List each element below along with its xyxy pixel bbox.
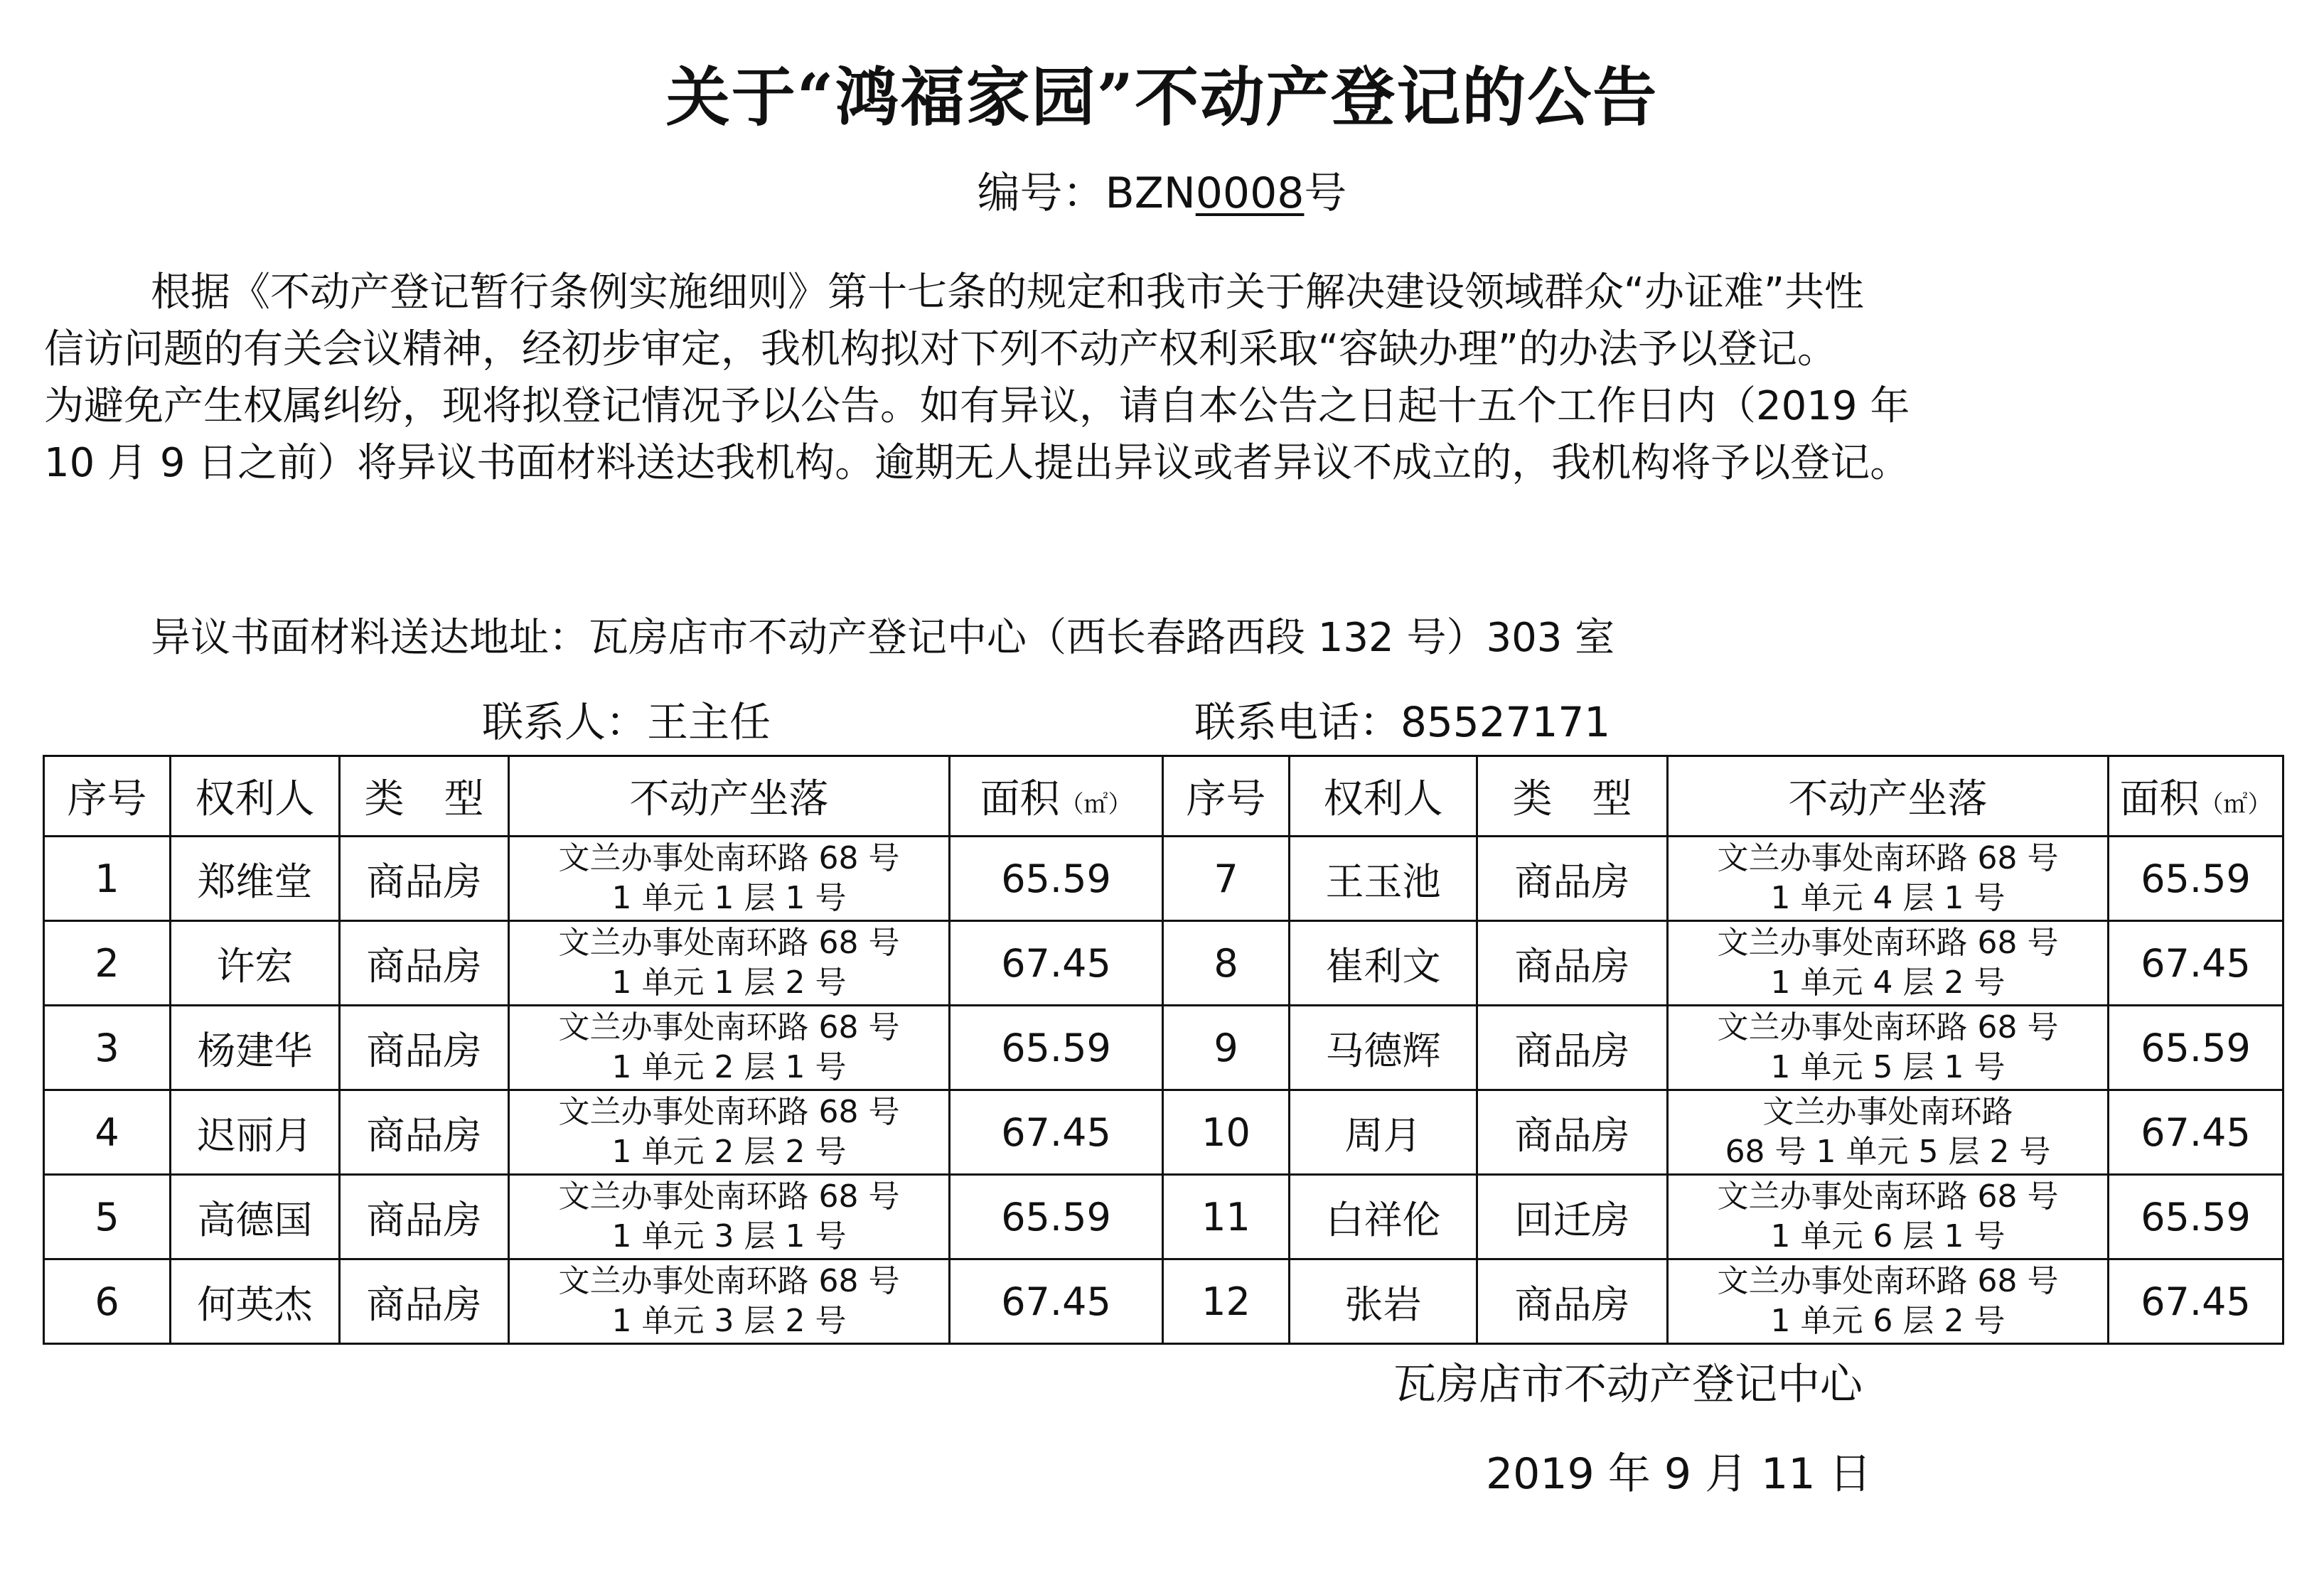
- location-line-2: 1 单元 3 层 2 号: [611, 1303, 847, 1339]
- cell-location: [1668, 1175, 2109, 1259]
- header-area-label: 面积: [2119, 776, 2200, 822]
- cell-location: [509, 1259, 950, 1344]
- header-holder: 权利人: [171, 756, 340, 837]
- location-line-2: 1 单元 3 层 1 号: [611, 1218, 847, 1254]
- cell-location: [509, 1006, 950, 1090]
- table-row: [44, 1006, 2283, 1090]
- cell-holder: 周月: [1290, 1090, 1477, 1175]
- cell-seq: 2: [44, 921, 171, 1006]
- issue-date: 2019 年 9 月 11 日: [1486, 1449, 1872, 1499]
- cell-seq: 11: [1163, 1175, 1290, 1259]
- header-seq: 序号: [1163, 756, 1290, 837]
- cell-type: 商品房: [1477, 1006, 1668, 1090]
- cell-holder: 高德国: [171, 1175, 340, 1259]
- cell-type: 商品房: [340, 837, 509, 921]
- objection-address: [44, 610, 2248, 667]
- cell-seq: 12: [1163, 1259, 1290, 1344]
- contact-phone: 联系电话：85527171: [1194, 698, 1611, 746]
- notice-title: 关于“鸿福家园”不动产登记的公告: [665, 60, 1659, 135]
- location-line-2: 1 单元 5 层 1 号: [1770, 1049, 2006, 1085]
- cell-area: 65.59: [2109, 837, 2283, 921]
- cell-location: [509, 921, 950, 1006]
- cell-location: [1668, 837, 2109, 921]
- table-row: [44, 1259, 2283, 1344]
- cell-type: 商品房: [1477, 921, 1668, 1006]
- location-line-1: 文兰办事处南环路 68 号: [558, 1263, 900, 1299]
- location-line-2: 1 单元 2 层 1 号: [611, 1049, 847, 1085]
- cell-holder: 许宏: [171, 921, 340, 1006]
- cell-type: 商品房: [1477, 1259, 1668, 1344]
- cell-seq: 4: [44, 1090, 171, 1175]
- cell-type: 商品房: [1477, 837, 1668, 921]
- registration-table: [43, 755, 2284, 1345]
- cell-holder: 杨建华: [171, 1006, 340, 1090]
- location-line-2: 1 单元 2 层 2 号: [611, 1134, 847, 1170]
- body-line-4: 10 月 9 日之前）将异议书面材料送达我机构。逾期无人提出异议或者异议不成立的，我机构将予以登记。: [44, 440, 1910, 486]
- header-area-label: 面积: [980, 776, 1060, 822]
- cell-holder: 王玉池: [1290, 837, 1477, 921]
- table-row: [44, 921, 2283, 1006]
- document-number-suffix: 号: [1304, 168, 1347, 218]
- cell-area: 65.59: [950, 1006, 1163, 1090]
- header-area-unit: （㎡）: [1059, 790, 1132, 819]
- address-line: 异议书面材料送达地址：瓦房店市不动产登记中心（西长春路西段 132 号）303 室: [151, 615, 1615, 661]
- cell-type: 商品房: [340, 1006, 509, 1090]
- cell-location: [509, 837, 950, 921]
- location-line-2: 1 单元 4 层 2 号: [1770, 964, 2006, 1001]
- cell-seq: 3: [44, 1006, 171, 1090]
- location-line-1: 文兰办事处南环路 68 号: [1717, 840, 2059, 876]
- cell-seq: 7: [1163, 837, 1290, 921]
- header-area: [950, 756, 1163, 837]
- body-line-3: 为避免产生权属纠纷，现将拟登记情况予以公告。如有异议，请自本公告之日起十五个工作日内（2019 年: [44, 383, 1910, 429]
- location-line-2: 68 号 1 单元 5 层 2 号: [1725, 1134, 2051, 1170]
- location-line-1: 文兰办事处南环路: [1762, 1094, 2013, 1130]
- location-line-1: 文兰办事处南环路 68 号: [1717, 1263, 2059, 1299]
- cell-seq: 6: [44, 1259, 171, 1344]
- cell-type: 商品房: [340, 1175, 509, 1259]
- location-line-2: 1 单元 6 层 2 号: [1770, 1303, 2006, 1339]
- cell-seq: 1: [44, 837, 171, 921]
- cell-seq: 5: [44, 1175, 171, 1259]
- location-line-1: 文兰办事处南环路 68 号: [558, 1178, 900, 1215]
- cell-seq: 9: [1163, 1006, 1290, 1090]
- header-area: [2109, 756, 2283, 837]
- body-line-2: 信访问题的有关会议精神，经初步审定，我机构拟对下列不动产权利采取“容缺办理”的办法予以登记。: [44, 326, 1838, 372]
- location-line-1: 文兰办事处南环路 68 号: [1717, 925, 2059, 961]
- cell-location: [509, 1090, 950, 1175]
- cell-location: [1668, 1090, 2109, 1175]
- document-number: [0, 165, 2324, 222]
- cell-location: [1668, 1006, 2109, 1090]
- notice-body: [44, 264, 2248, 492]
- header-area-unit: （㎡）: [2199, 790, 2272, 819]
- cell-holder: 迟丽月: [171, 1090, 340, 1175]
- location-line-1: 文兰办事处南环路 68 号: [558, 1094, 900, 1130]
- cell-type: 商品房: [340, 1259, 509, 1344]
- cell-area: 67.45: [950, 921, 1163, 1006]
- cell-type: 商品房: [340, 1090, 509, 1175]
- issuer-signature: 瓦房店市不动产登记中心: [1393, 1360, 1863, 1409]
- header-location: 不动产坐落: [1668, 756, 2109, 837]
- contact-person: 联系人：王主任: [482, 698, 771, 746]
- location-line-1: 文兰办事处南环路 68 号: [558, 925, 900, 961]
- location-line-2: 1 单元 6 层 1 号: [1770, 1218, 2006, 1254]
- header-holder: 权利人: [1290, 756, 1477, 837]
- location-line-1: 文兰办事处南环路 68 号: [558, 840, 900, 876]
- cell-area: 67.45: [950, 1259, 1163, 1344]
- header-type: 类 型: [340, 756, 509, 837]
- cell-holder: 马德辉: [1290, 1006, 1477, 1090]
- cell-location: [1668, 921, 2109, 1006]
- cell-area: 65.59: [2109, 1175, 2283, 1259]
- table-header-row: [44, 756, 2283, 837]
- document-number-value: 0008: [1195, 168, 1305, 218]
- cell-seq: 8: [1163, 921, 1290, 1006]
- cell-area: 65.59: [950, 837, 1163, 921]
- location-line-1: 文兰办事处南环路 68 号: [1717, 1009, 2059, 1046]
- table-row: [44, 1175, 2283, 1259]
- cell-holder: 郑维堂: [171, 837, 340, 921]
- cell-type: 回迁房: [1477, 1175, 1668, 1259]
- cell-location: [509, 1175, 950, 1259]
- table-row: [44, 1090, 2283, 1175]
- header-location: 不动产坐落: [509, 756, 950, 837]
- location-line-1: 文兰办事处南环路 68 号: [1717, 1178, 2059, 1215]
- cell-type: 商品房: [1477, 1090, 1668, 1175]
- cell-holder: 白祥伦: [1290, 1175, 1477, 1259]
- cell-seq: 10: [1163, 1090, 1290, 1175]
- location-line-2: 1 单元 1 层 1 号: [611, 880, 847, 916]
- table-row: [44, 837, 2283, 921]
- cell-holder: 张岩: [1290, 1259, 1477, 1344]
- header-seq: 序号: [44, 756, 171, 837]
- cell-area: 67.45: [2109, 1259, 2283, 1344]
- document-number-prefix: 编号：BZN: [977, 168, 1196, 218]
- cell-type: 商品房: [340, 921, 509, 1006]
- cell-area: 67.45: [2109, 1090, 2283, 1175]
- cell-holder: 崔利文: [1290, 921, 1477, 1006]
- cell-holder: 何英杰: [171, 1259, 340, 1344]
- body-line-1: 根据《不动产登记暂行条例实施细则》第十七条的规定和我市关于解决建设领域群众“办证难”共性: [151, 269, 1865, 316]
- cell-location: [1668, 1259, 2109, 1344]
- location-line-2: 1 单元 1 层 2 号: [611, 964, 847, 1001]
- location-line-2: 1 单元 4 层 1 号: [1770, 880, 2006, 916]
- cell-area: 67.45: [950, 1090, 1163, 1175]
- header-type: 类 型: [1477, 756, 1668, 837]
- cell-area: 67.45: [2109, 921, 2283, 1006]
- location-line-1: 文兰办事处南环路 68 号: [558, 1009, 900, 1046]
- cell-area: 65.59: [950, 1175, 1163, 1259]
- cell-area: 65.59: [2109, 1006, 2283, 1090]
